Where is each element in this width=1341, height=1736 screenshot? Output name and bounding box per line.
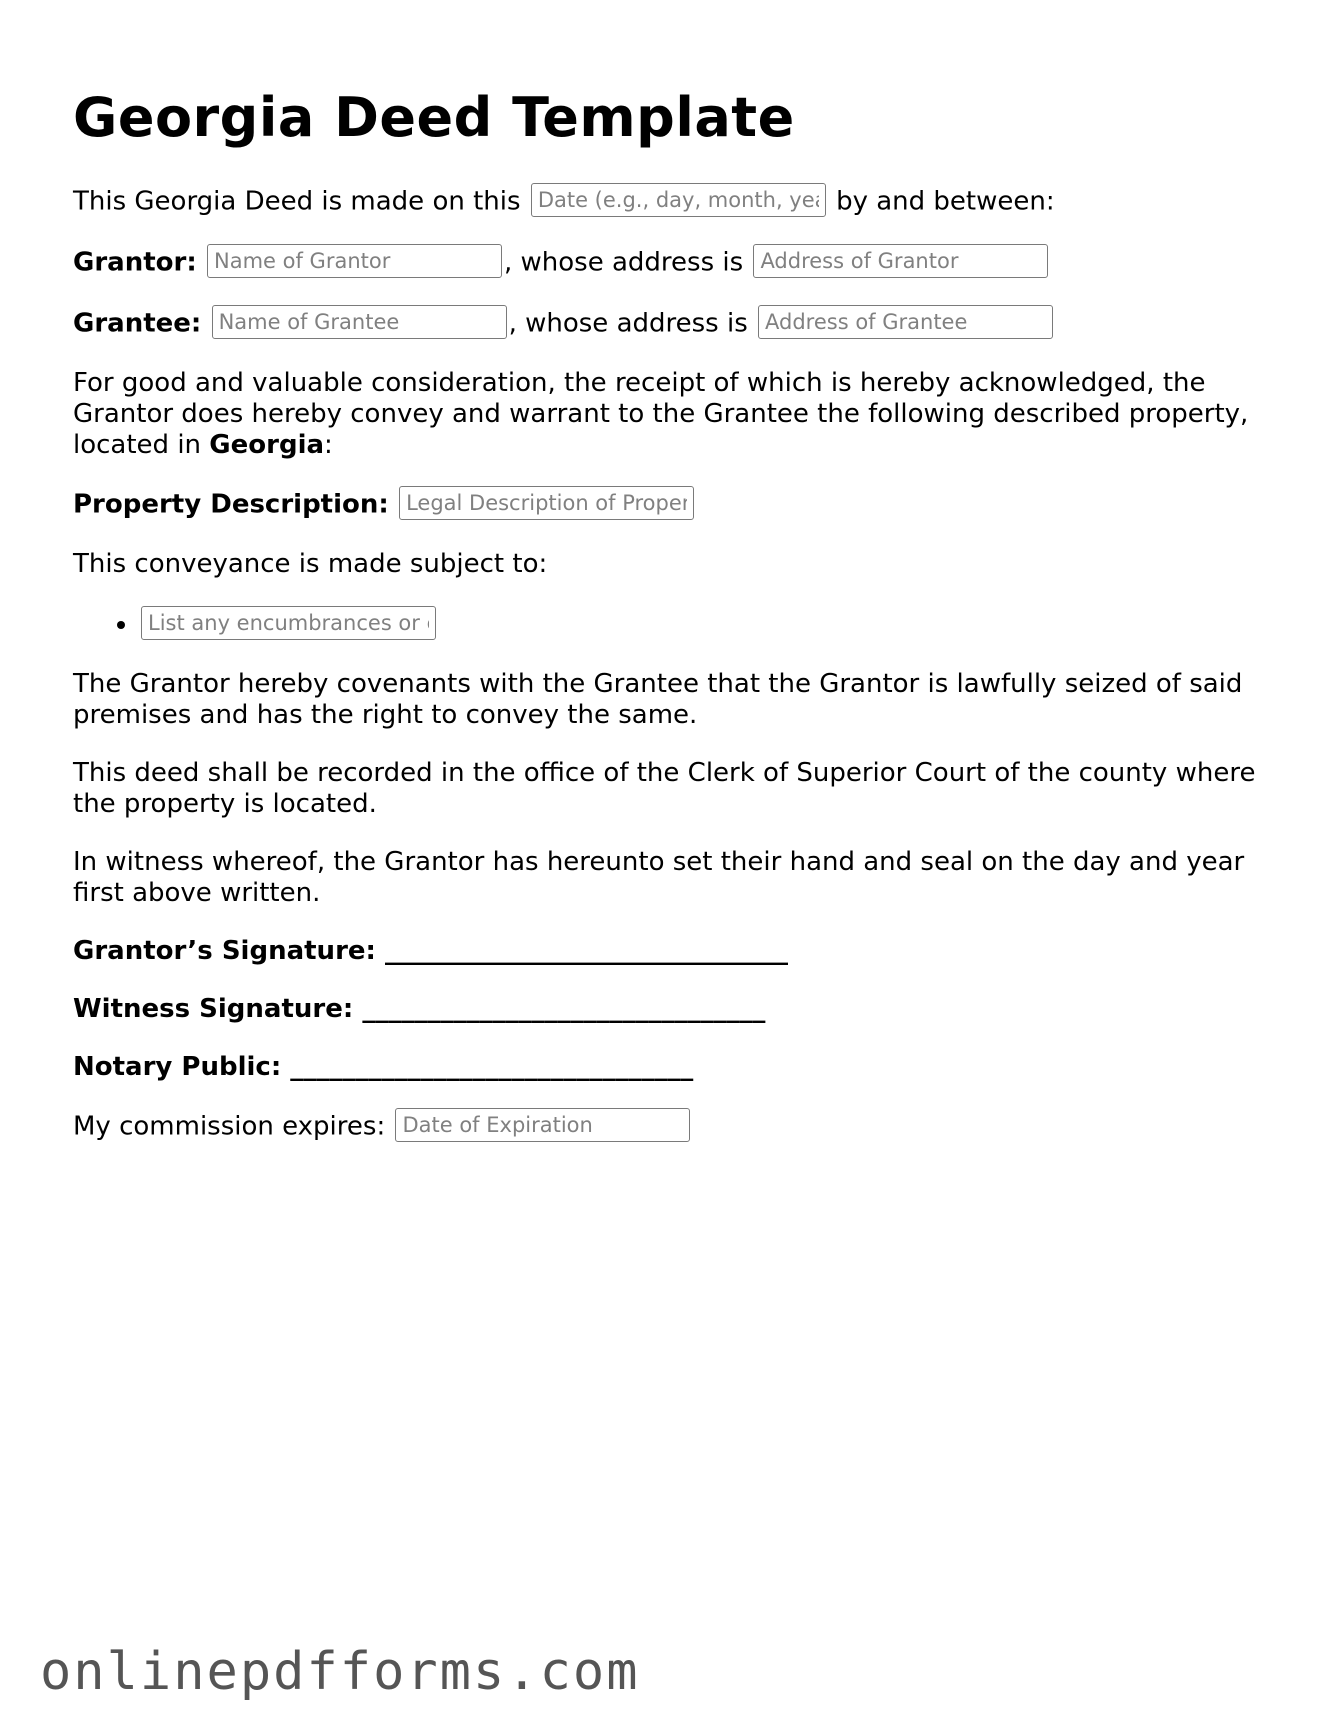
grantee-line (73, 307, 1273, 341)
consideration-paragraph (73, 368, 1273, 461)
consideration-text: For good and valuable consideration, the receipt of which is hereby acknowledged, the Grantor does hereby convey and warrant to the Grantee the following described property, located in (73, 368, 1249, 461)
page-title: Georgia Deed Template (73, 86, 795, 149)
commission-line (73, 1110, 1273, 1144)
property-line (73, 488, 1273, 522)
deed-date-field[interactable] (531, 183, 826, 217)
grantee-label: Grantee: (73, 308, 202, 339)
witness-clause: In witness whereof, the Grantor has hereunto set their hand and seal on the day and year first above written. (73, 846, 1245, 908)
grantor-name-field[interactable] (207, 244, 502, 278)
watermark: onlinepdfforms.com (40, 1642, 640, 1702)
subject-to-text: This conveyance is made subject to: (73, 549, 548, 580)
witness-signature-line: Witness Signature: _______________________________ (73, 993, 766, 1024)
intro-paragraph (73, 185, 1273, 219)
grantor-address-field[interactable] (753, 244, 1048, 278)
list-item (139, 607, 1273, 642)
grantee-name-field[interactable] (212, 305, 507, 339)
consideration-colon: : (324, 430, 333, 461)
intro-text-after: by and between: (836, 186, 1055, 217)
covenant-paragraph: The Grantor hereby covenants with the Grantee that the Grantor is lawfully seized of said premises and has the right to convey the same. (73, 668, 1243, 730)
notary-public-line: Notary Public: _______________________________ (73, 1051, 694, 1082)
commission-label: My commission expires: (73, 1111, 386, 1142)
deed-document (73, 88, 1273, 1171)
grantor-line (73, 246, 1273, 280)
grantor-address-text: , whose address is (504, 247, 744, 278)
grantee-address-text: , whose address is (508, 308, 748, 339)
property-description-field[interactable] (399, 486, 694, 520)
grantor-signature-line: Grantor’s Signature: _______________________________ (73, 935, 788, 966)
encumbrances-field[interactable] (141, 606, 436, 640)
intro-text-before: This Georgia Deed is made on this (73, 186, 521, 217)
commission-expiration-field[interactable] (395, 1108, 690, 1142)
recording-paragraph: This deed shall be recorded in the office of the Clerk of Superior Court of the county where the property is located. (73, 757, 1256, 819)
grantor-label: Grantor: (73, 247, 197, 278)
grantee-address-field[interactable] (758, 305, 1053, 339)
encumbrances-list (73, 607, 1273, 642)
state-name: Georgia (209, 430, 325, 461)
property-label: Property Description: (73, 489, 389, 520)
